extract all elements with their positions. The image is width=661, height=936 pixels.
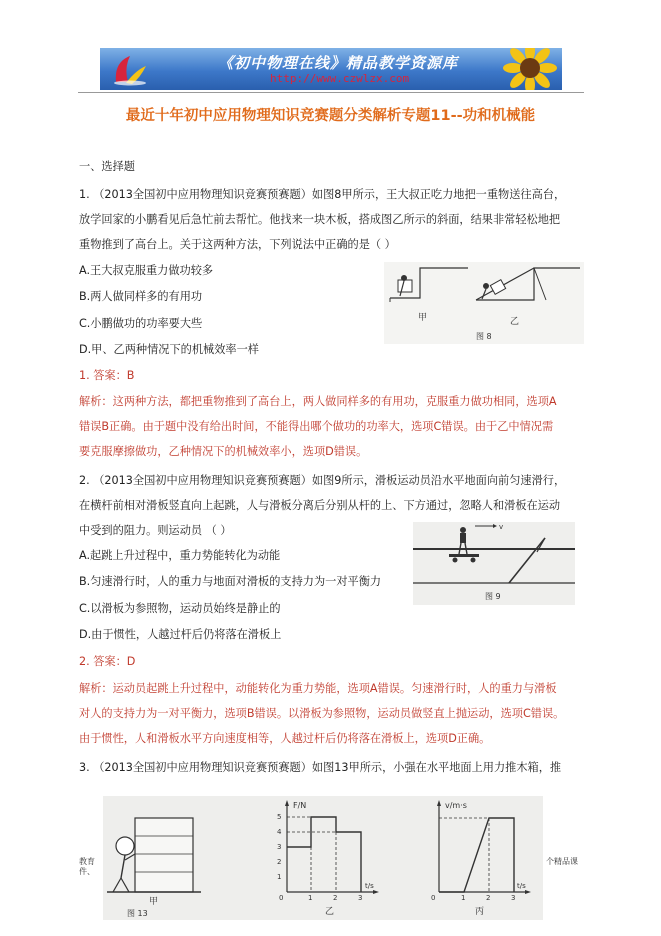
q2-option-c: C.以滑板为参照物，运动员始终是静止的 [79,602,281,615]
q1-option-c: C.小鹏做功的功率要大些 [79,317,203,330]
force-time-tick-2: 2 [333,894,338,902]
figure-8-label-b: 乙 [510,317,520,327]
q2-option-d: D.由于惯性，人越过杆后仍将落在滑板上 [79,628,282,641]
q1-stem-line-3: 重物推到了高台上。关于这两种方法，下列说法中正确的是（ ） [79,238,396,251]
q2-stem-line-3: 中受到的阻力。则运动员 （ ） [79,524,232,537]
q1-option-d: D.甲、乙两种情况下的机械效率一样 [79,343,259,356]
q2-stem-line-2: 在横杆前相对滑板竖直向上起跳，人与滑板分离后分别从杆的上、下方通过，忽略人和滑板在运动 [79,499,561,512]
force-tick-1: 1 [277,873,282,881]
force-tick-5: 5 [277,813,282,821]
q1-analysis-line-3: 要克服摩擦做功，乙种情况下的机械效率小，选项D错误。 [79,445,368,458]
velocity-time-tick-1: 1 [461,894,466,902]
q1-answer: 1. 答案：B [79,369,135,382]
force-tick-2: 2 [277,858,282,866]
page-title: 最近十年初中应用物理知识竞赛题分类解析专题11--功和机械能 [125,108,536,124]
figure-13-label-yi: 乙 [325,907,335,917]
force-time-tick-1: 1 [308,894,313,902]
q2-analysis-line-3: 由于惯性，人和滑板水平方向速度相等，人越过杆后仍将落在滑板上，选项D正确。 [79,732,491,745]
force-axis-label: F/N [293,801,307,810]
q2-analysis-line-1: 解析：运动员起跳上升过程中，动能转化为重力势能，选项A错误。匀速滑行时，人的重力与滑板 [79,682,557,695]
force-tick-4: 4 [277,828,282,836]
figure-8-caption: 图 8 [476,332,492,341]
section-heading: 一、选择题 [79,160,135,173]
q1-stem-line-1: 1. （2013全国初中应用物理知识竞赛预赛题）如图8甲所示，王大叔正吃力地把一重物送往高台， [79,188,566,201]
figure-8 [384,262,584,344]
velocity-axis-label: v/m·s [445,801,467,810]
force-origin: 0 [279,894,284,902]
q2-stem-line-1: 2. （2013全国初中应用物理知识竞赛预赛题）如图9所示，滑板运动员沿水平地面向前匀速滑行， [79,474,566,487]
site-logo-icon [110,52,150,86]
force-time-axis-label: t/s [365,882,374,890]
force-tick-3: 3 [277,843,282,851]
q2-answer: 2. 答案：D [79,655,136,668]
q1-analysis-line-2: 错误B正确。由于题中没有给出时间，不能得出哪个做功的功率大，选项C错误。由于乙中情况需 [79,420,554,433]
velocity-time-tick-2: 2 [486,894,491,902]
velocity-time-axis-label: t/s [517,882,526,890]
q2-option-b: B.匀速滑行时，人的重力与地面对滑板的支持力为一对平衡力 [79,575,382,588]
q1-stem-line-2: 放学回家的小鹏看见后急忙前去帮忙。他找来一块木板，搭成图乙所示的斜面，结果非常轻松地把 [79,213,561,226]
q1-analysis-line-1: 解析：这两种方法，都把重物推到了高台上，两人做同样多的有用功，克服重力做功相同，选项A [79,395,557,408]
figure-9-caption: 图 9 [485,592,501,601]
footer-left-2: 件、 [79,867,95,876]
figure-13-label-bing: 丙 [475,907,485,917]
site-banner [100,48,562,90]
q1-option-a: A.王大叔克服重力做功较多 [79,264,214,277]
force-time-tick-3: 3 [358,894,363,902]
footer-right: 个精品课 [546,857,578,866]
q1-option-b: B.两人做同样多的有用功 [79,290,203,303]
figure-8-label-a: 甲 [418,313,428,323]
figure-13 [103,796,543,920]
site-name: 《初中物理在线》精品教学资源库 [218,54,459,72]
q2-option-a: A.起跳上升过程中，重力势能转化为动能 [79,549,281,562]
q3-stem-line-1: 3. （2013全国初中应用物理知识竞赛预赛题）如图13甲所示，小强在水平地面上用力推木箱，推 [79,761,562,774]
sunflower-icon [490,48,560,90]
q2-analysis-line-2: 对人的支持力为一对平衡力，选项B错误。以滑板为参照物，运动员做竖直上抛运动，选项C错误。 [79,707,565,720]
footer-left-1: 教育 [79,857,95,866]
figure-13-caption: 图 13 [127,909,148,918]
site-url[interactable]: http://www.czwlzx.com [270,72,410,85]
figure-9-velocity-label: v [499,523,504,531]
header-divider [78,92,584,93]
figure-9 [413,522,575,605]
velocity-origin: 0 [431,894,436,902]
figure-13-label-jia: 甲 [149,897,159,907]
velocity-time-tick-3: 3 [511,894,516,902]
